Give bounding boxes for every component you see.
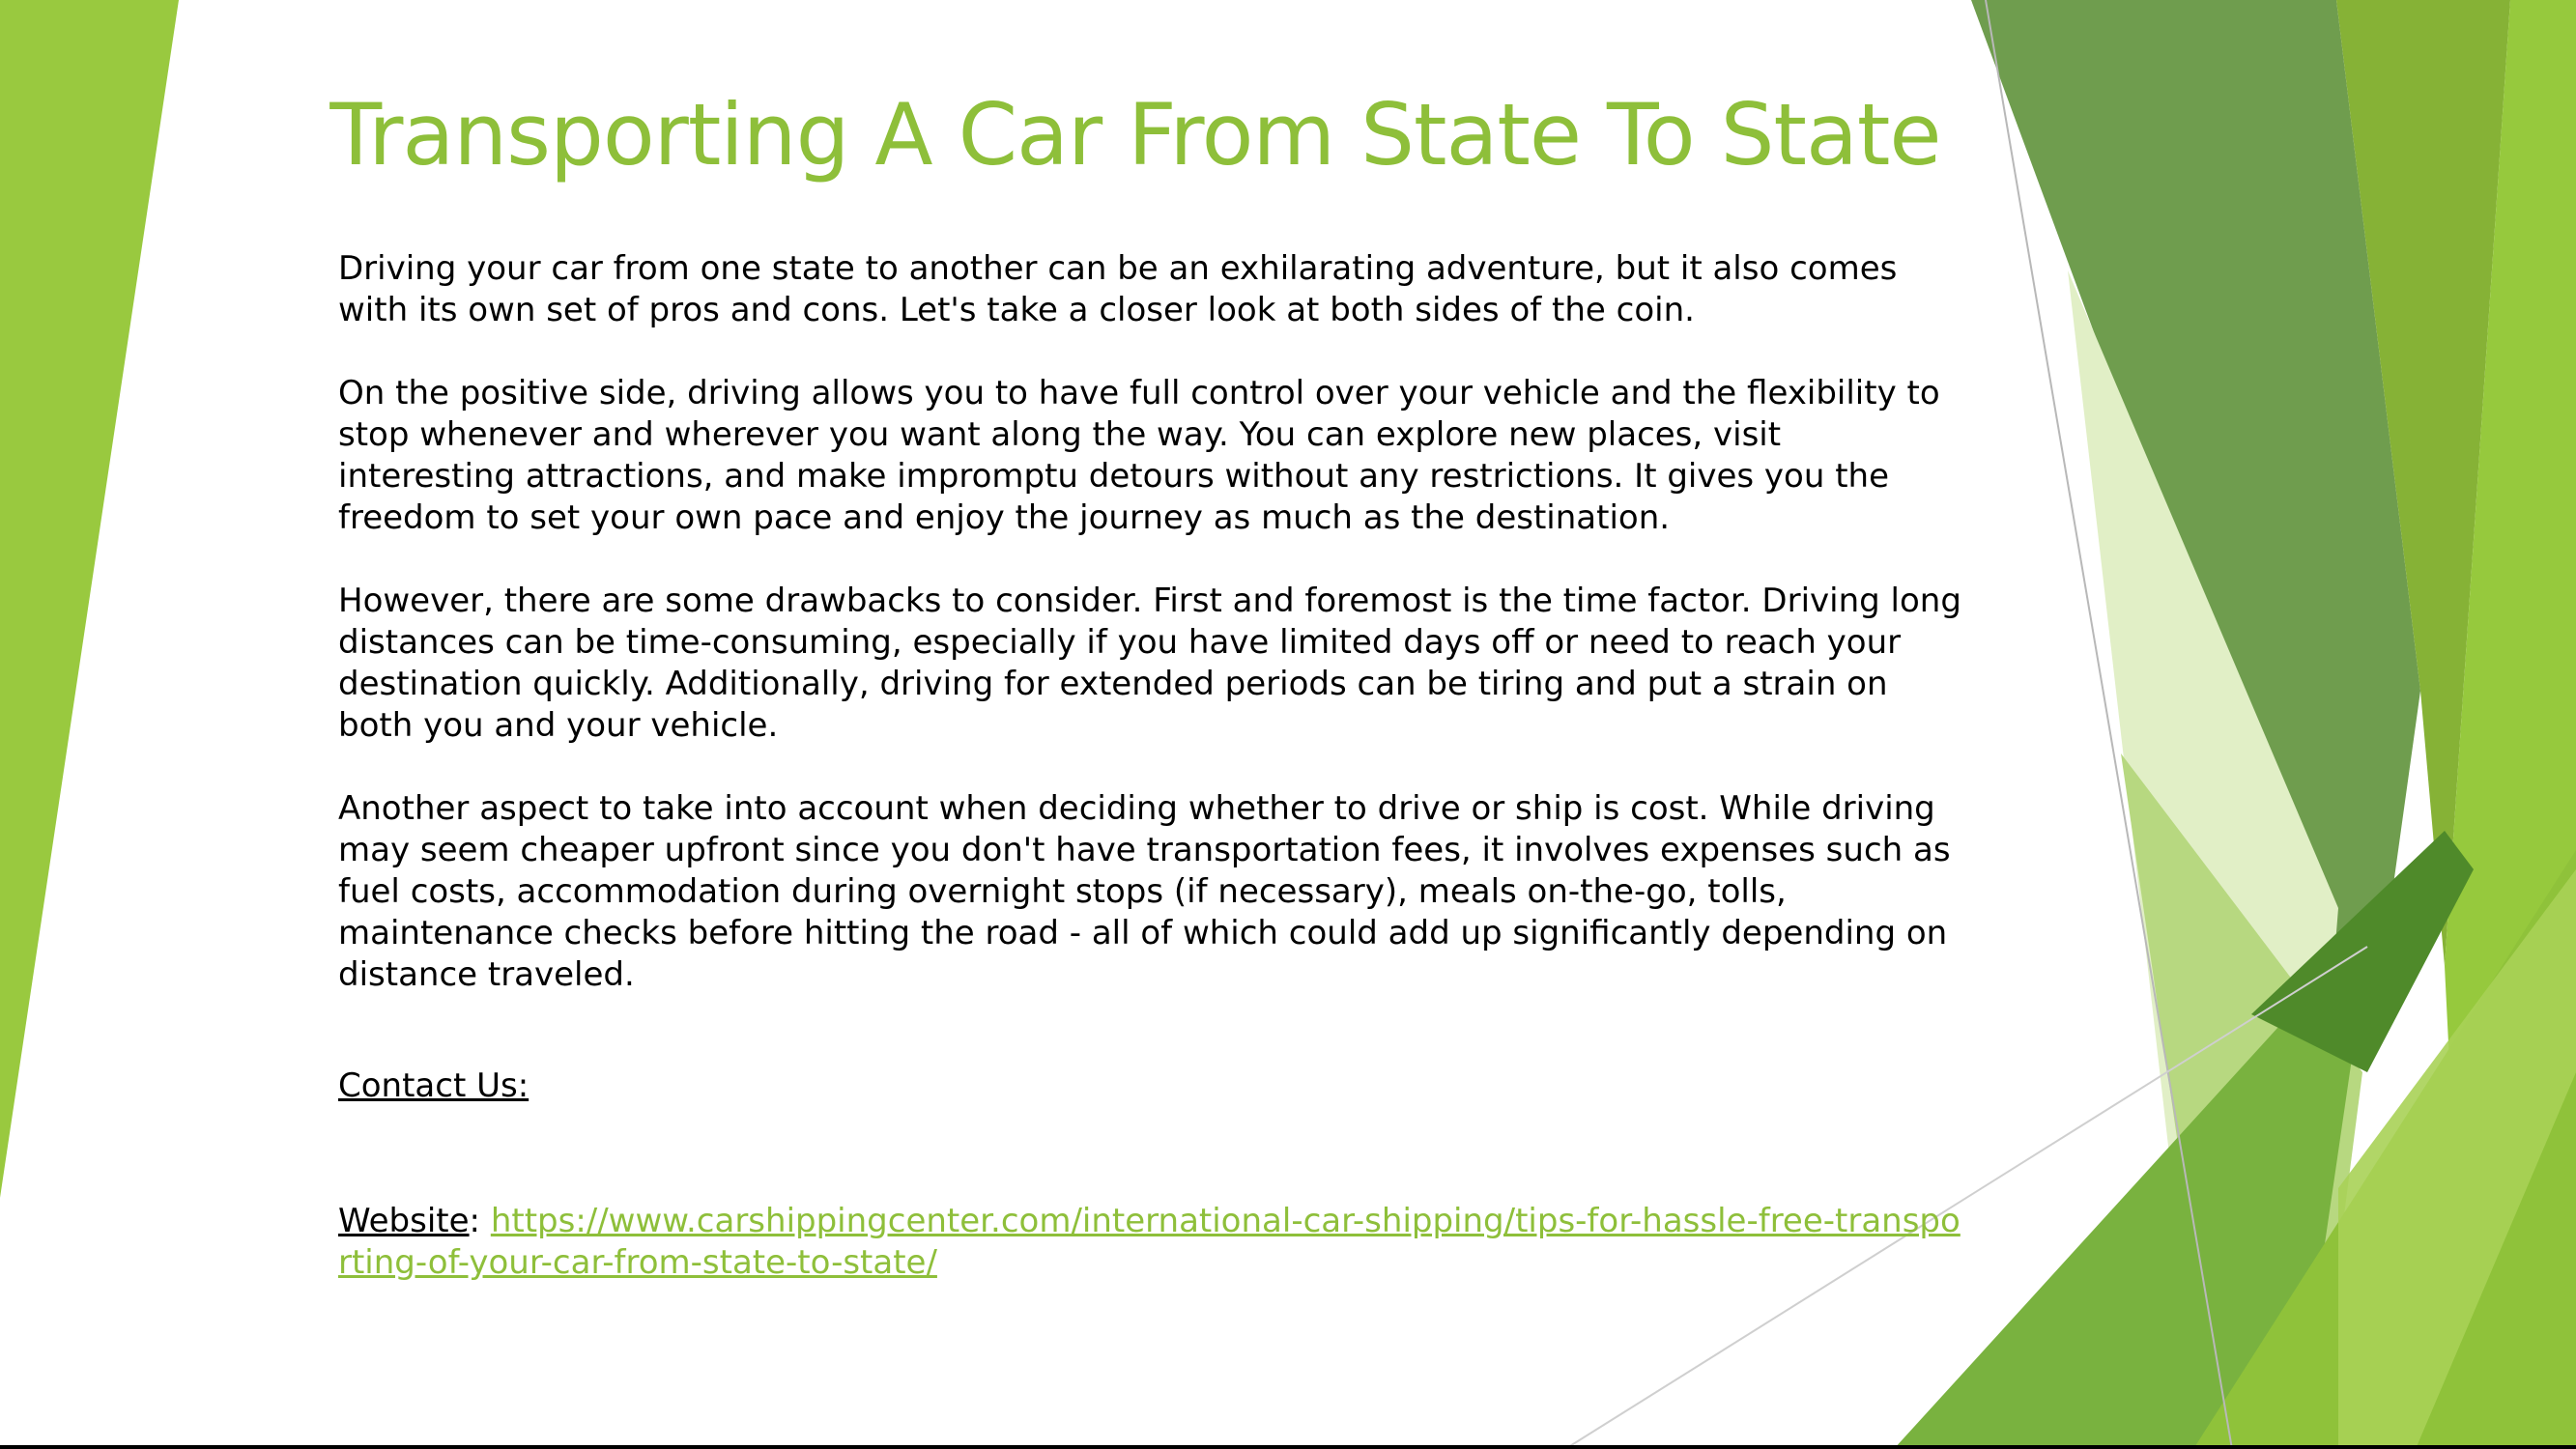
website-separator: : <box>469 1202 491 1240</box>
bottom-border-line <box>0 1445 2576 1449</box>
paragraph-cons: However, there are some drawbacks to consider. First and foremost is the time factor. Driving long distances can be time-consuming, especially if you have limited days off or need to reach your destination quickly. Additionally, driving for extended periods can be tiring and put a strain on both you and your vehicle. <box>338 582 1961 745</box>
slide-title: Transporting A Car From State To State <box>329 85 1941 185</box>
paragraph-cost: Another aspect to take into account when deciding whether to drive or ship is cost. While driving may seem cheaper upfront since you don't have transportation fees, it involves expenses such as fuel costs, accommodation during overnight stops (if necessary), meals on-the-go, tolls, maintenance checks before hitting the road - all of which could add up significantly depending on distance traveled. <box>338 789 1951 994</box>
slide-body <box>338 248 1961 1325</box>
paragraph-intro: Driving your car from one state to another can be an exhilarating adventure, but it also comes with its own set of pros and cons. Let's take a closer look at both sides of the coin. <box>338 249 1898 329</box>
left-green-wedge <box>0 0 179 1198</box>
website-label: Website <box>338 1202 470 1240</box>
contact-heading: Contact Us: <box>338 1066 530 1105</box>
paragraph-pros: On the positive side, driving allows you to have full control over your vehicle and the flexibility to stop whenever and wherever you want along the way. You can explore new places, visit interesting attractions, and make impromptu detours without any restrictions. It gives you the freedom to set your own pace and enjoy the journey as much as the destination. <box>338 374 1940 537</box>
website-link[interactable]: https://www.carshippingcenter.com/international-car-shipping/tips-for-hassle-free-transporting-of-your-car-from-state-to-state/ <box>338 1202 1961 1282</box>
website-line <box>338 1201 1961 1284</box>
